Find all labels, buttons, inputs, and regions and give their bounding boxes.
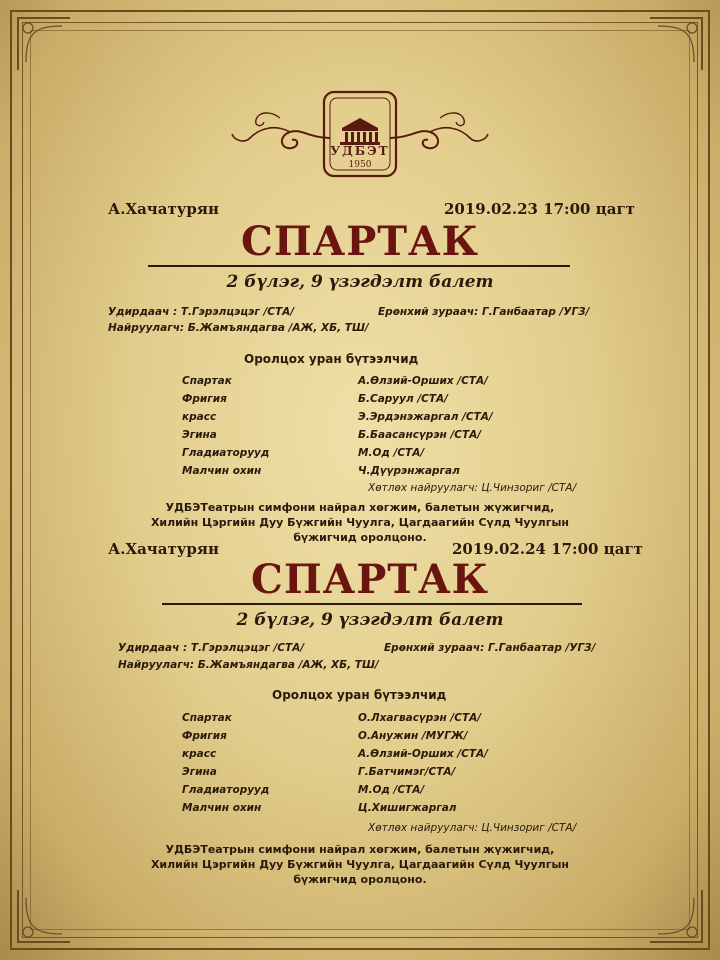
show-2-conductor: Удирдаач : Т.Гэрэлцэцэг /СТА/: [118, 642, 305, 654]
show-2-cast-role: Малчин охин: [182, 802, 262, 814]
show-1-cast-performer: М.Од /СТА/: [358, 447, 425, 459]
logo-year: 1950: [348, 160, 372, 170]
show-1-cast-role: Фригия: [182, 393, 227, 405]
show-2-datetime: 2019.02.24 17:00 цагт: [452, 540, 643, 558]
show-1-cast-header: Оролцох уран бүтээлчид: [244, 352, 419, 366]
show-1-cast-performer: Б.Саруул /СТА/: [358, 393, 448, 405]
show-2-art-director: Ерөнхий зураач: Г.Ганбаатар /УГЗ/: [384, 642, 596, 654]
show-1-cast-role: Эгина: [182, 429, 217, 441]
show-1-coach: Хөтлөх найруулагч: Ц.Чинзориг /СТА/: [368, 482, 577, 494]
logo-name: УДБЭТ: [330, 144, 390, 158]
corner-flourish-icon: [14, 886, 74, 946]
show-1-cast-role: Гладиаторууд: [182, 447, 270, 459]
show-1-conductor: Удирдаач : Т.Гэрэлцэцэг /СТА/: [108, 306, 295, 318]
corner-flourish-icon: [14, 14, 74, 74]
show-1-datetime: 2019.02.23 17:00 цагт: [444, 200, 635, 218]
show-1-composer: А.Хачатурян: [108, 200, 219, 218]
show-1-cast-performer: Э.Эрдэнэжаргал /СТА/: [358, 411, 493, 423]
corner-flourish-icon: [646, 14, 706, 74]
show-1-cast-role: красс: [182, 411, 217, 423]
show-1-cast-role: Спартак: [182, 375, 232, 387]
show-1-art-director: Ерөнхий зураач: Г.Ганбаатар /УГЗ/: [378, 306, 590, 318]
show-2-cast-header: Оролцох уран бүтээлчид: [272, 688, 447, 702]
show-2-cast-performer: О.Лхагвасүрэн /СТА/: [358, 712, 482, 724]
show-2-cast-role: Фригия: [182, 730, 227, 742]
scroll-ornament-icon: [220, 88, 500, 188]
show-2-composer: А.Хачатурян: [108, 540, 219, 558]
show-1-title: СПАРТАК: [241, 218, 479, 265]
show-1-note: УДБЭТеатрын симфони найрал хөгжим, балетын жүжигчид, Хилийн Цэргийн Дуу Бүжгийн Чуулга, Цагдаагийн Сүлд Чуулгын бүжигчид оролцоно.: [150, 501, 570, 544]
show-2-cast-performer: Г.Батчимэг/СТА/: [358, 766, 456, 778]
show-2-cast-role: красс: [182, 748, 217, 760]
show-1-title-rule: [148, 265, 570, 267]
show-2-cast-role: Эгина: [182, 766, 217, 778]
show-2-choreographer: Найруулагч: Б.Жамъяндагва /АЖ, ХБ, ТШ/: [118, 659, 379, 671]
corner-flourish-icon: [646, 886, 706, 946]
theatre-building-icon: [340, 118, 380, 145]
show-2-cast-performer: Ц.Хишигжаргал: [358, 802, 457, 814]
show-2-cast-role: Спартак: [182, 712, 232, 724]
show-2-title: СПАРТАК: [251, 556, 489, 603]
theatre-logo: [220, 88, 500, 188]
show-2-subtitle: 2 бүлэг, 9 үзэгдэлт балет: [236, 610, 504, 630]
show-1-cast-performer: А.Өлзий-Орших /СТА/: [358, 375, 488, 387]
show-2-cast-performer: А.Өлзий-Орших /СТА/: [358, 748, 488, 760]
show-1-subtitle: 2 бүлэг, 9 үзэгдэлт балет: [226, 272, 494, 292]
show-1-choreographer: Найруулагч: Б.Жамъяндагва /АЖ, ХБ, ТШ/: [108, 322, 369, 334]
show-1-cast-role: Малчин охин: [182, 465, 262, 477]
show-2-cast-performer: М.Од /СТА/: [358, 784, 425, 796]
show-2-cast-role: Гладиаторууд: [182, 784, 270, 796]
show-1-cast-performer: Б.Баасансүрэн /СТА/: [358, 429, 482, 441]
show-2-coach: Хөтлөх найруулагч: Ц.Чинзориг /СТА/: [368, 822, 577, 834]
show-2-note: УДБЭТеатрын симфони найрал хөгжим, балетын жүжигчид, Хилийн Цэргийн Дуу Бүжгийн Чуулга, Цагдаагийн Сүлд Чуулгын бүжигчид оролцоно.: [150, 843, 570, 886]
show-2-cast-performer: О.Анужин /МУГЖ/: [358, 730, 468, 742]
show-1-cast-performer: Ч.Дүүрэнжаргал: [358, 465, 460, 477]
show-2-title-rule: [162, 603, 582, 605]
